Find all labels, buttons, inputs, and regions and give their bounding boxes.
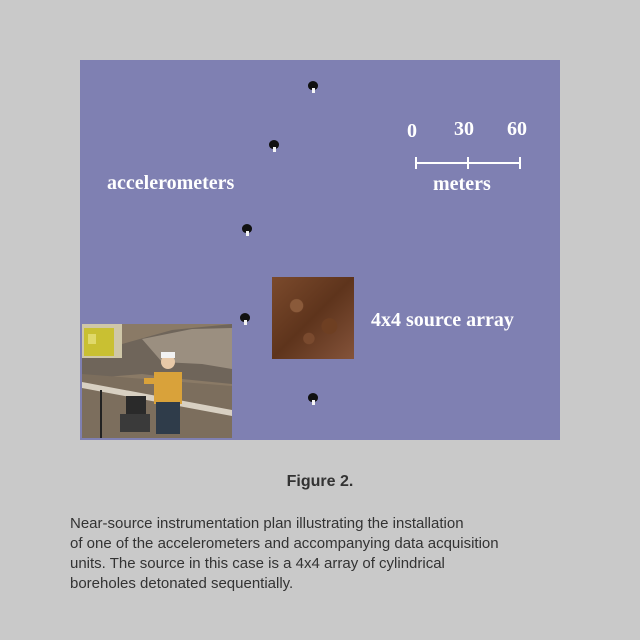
scale-tick-0: 0 [407, 120, 417, 142]
source-array-square [272, 277, 354, 359]
scale-unit-label: meters [433, 173, 491, 195]
figure-caption-body: Near-source instrumentation plan illustrating the installation of one of the accelerometers and accompanying data acquisition units. The source in this case is a 4x4 array of cylindrical boreholes detonated sequentially. [70, 515, 499, 592]
field-installation-photo [82, 324, 232, 438]
accelerometer-marker [269, 140, 283, 151]
scale-tick-60: 60 [507, 118, 527, 140]
accelerometer-marker [242, 224, 256, 235]
accelerometer-marker [308, 393, 322, 404]
source-array-label: 4x4 source array [371, 309, 514, 331]
scale-tick-30: 30 [454, 118, 474, 140]
instrumentation-plan-figure [80, 60, 560, 440]
accelerometer-marker [308, 81, 322, 92]
accelerometer-marker [240, 313, 254, 324]
accelerometers-label: accelerometers [107, 172, 235, 194]
figure-caption-title: Figure 2. [286, 473, 354, 490]
scale-bar [414, 155, 524, 171]
